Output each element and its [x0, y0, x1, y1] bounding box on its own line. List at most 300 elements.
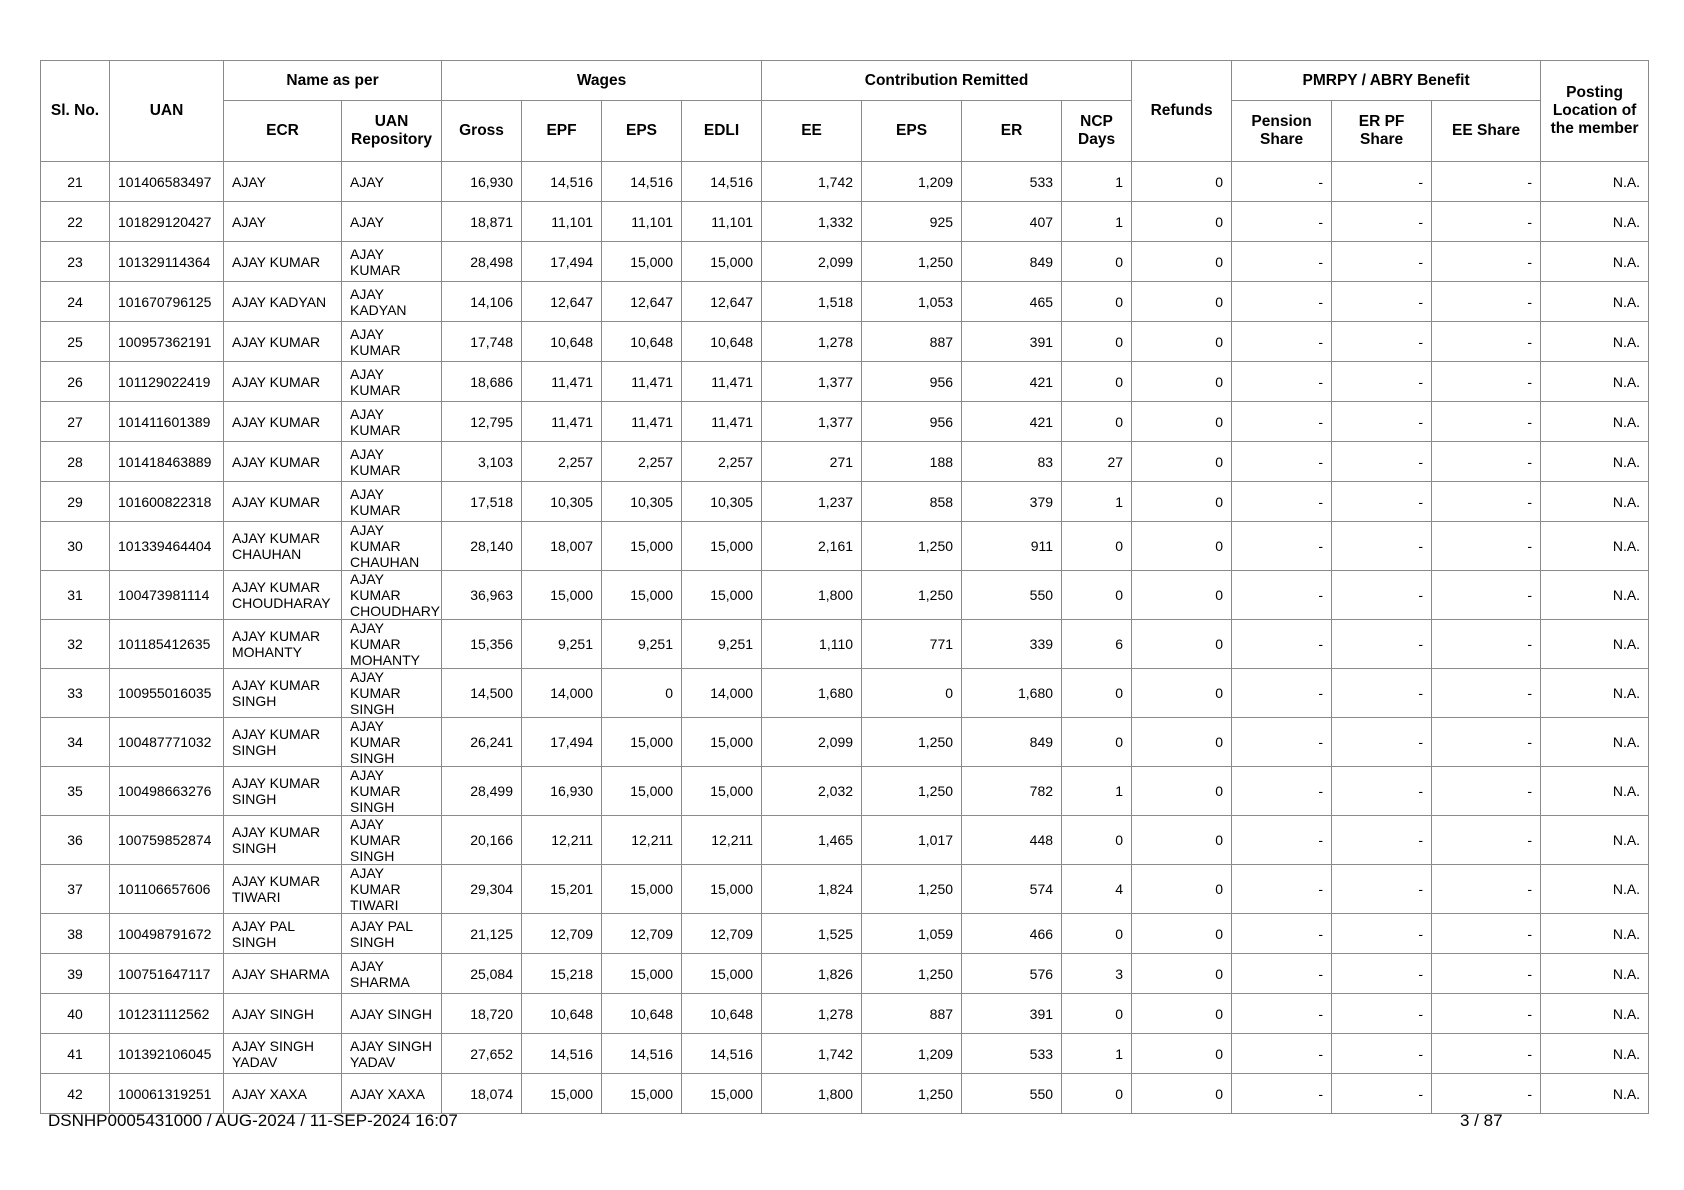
header-contribution-eps: EPS: [862, 101, 962, 162]
cell-name-uan-repository: AJAY KUMAR SINGH: [342, 767, 442, 816]
cell-er-pf-share: -: [1332, 322, 1432, 362]
header-contribution-remitted: Contribution Remitted: [762, 61, 1132, 101]
cell-er-contribution: 448: [962, 816, 1062, 865]
cell-eps-wages: 15,000: [602, 242, 682, 282]
cell-eps-contribution: 1,250: [862, 718, 962, 767]
cell-ee-share: -: [1432, 571, 1541, 620]
cell-ee-contribution: 1,278: [762, 994, 862, 1034]
cell-edli-wages: 15,000: [682, 242, 762, 282]
cell-pension-share: -: [1232, 442, 1332, 482]
cell-er-contribution: 466: [962, 914, 1062, 954]
cell-name-ecr: AJAY SHARMA: [224, 954, 342, 994]
table-row: [41, 282, 1649, 322]
cell-edli-wages: 10,648: [682, 322, 762, 362]
cell-sl-no: 31: [41, 571, 110, 620]
cell-ncp-days: 0: [1062, 994, 1132, 1034]
cell-sl-no: 21: [41, 162, 110, 202]
cell-edli-wages: 15,000: [682, 767, 762, 816]
cell-gross-wages: 17,748: [442, 322, 522, 362]
cell-edli-wages: 14,516: [682, 1034, 762, 1074]
cell-name-ecr: AJAY KUMAR SINGH: [224, 669, 342, 718]
cell-pension-share: -: [1232, 322, 1332, 362]
cell-ncp-days: 0: [1062, 522, 1132, 571]
table-header: [41, 61, 1649, 162]
cell-posting-location: N.A.: [1541, 322, 1649, 362]
cell-eps-wages: 11,471: [602, 402, 682, 442]
cell-ee-contribution: 1,742: [762, 162, 862, 202]
cell-refunds: 0: [1132, 767, 1232, 816]
cell-name-uan-repository: AJAY KUMAR SINGH: [342, 718, 442, 767]
cell-epf-wages: 15,201: [522, 865, 602, 914]
cell-epf-wages: 15,218: [522, 954, 602, 994]
cell-posting-location: N.A.: [1541, 442, 1649, 482]
header-er: ER: [962, 101, 1062, 162]
cell-epf-wages: 14,000: [522, 669, 602, 718]
cell-refunds: 0: [1132, 522, 1232, 571]
cell-er-contribution: 849: [962, 242, 1062, 282]
cell-ee-share: -: [1432, 242, 1541, 282]
cell-eps-wages: 15,000: [602, 954, 682, 994]
cell-ncp-days: 0: [1062, 242, 1132, 282]
cell-er-contribution: 550: [962, 1074, 1062, 1114]
table-row: [41, 442, 1649, 482]
cell-eps-contribution: 1,209: [862, 1034, 962, 1074]
page-number: 3 / 87: [1460, 1111, 1503, 1130]
table-row: [41, 669, 1649, 718]
header-eps: EPS: [602, 101, 682, 162]
cell-sl-no: 26: [41, 362, 110, 402]
cell-posting-location: N.A.: [1541, 669, 1649, 718]
cell-ncp-days: 27: [1062, 442, 1132, 482]
cell-refunds: 0: [1132, 914, 1232, 954]
cell-ee-share: -: [1432, 620, 1541, 669]
cell-name-uan-repository: AJAY XAXA: [342, 1074, 442, 1114]
cell-posting-location: N.A.: [1541, 522, 1649, 571]
cell-ee-share: -: [1432, 1034, 1541, 1074]
cell-gross-wages: 21,125: [442, 914, 522, 954]
cell-er-contribution: 391: [962, 994, 1062, 1034]
cell-er-pf-share: -: [1332, 242, 1432, 282]
cell-eps-wages: 10,648: [602, 322, 682, 362]
cell-refunds: 0: [1132, 865, 1232, 914]
cell-edli-wages: 12,211: [682, 816, 762, 865]
cell-eps-contribution: 1,250: [862, 767, 962, 816]
cell-posting-location: N.A.: [1541, 1074, 1649, 1114]
cell-epf-wages: 12,211: [522, 816, 602, 865]
cell-refunds: 0: [1132, 1074, 1232, 1114]
header-ee: EE: [762, 101, 862, 162]
cell-refunds: 0: [1132, 402, 1232, 442]
cell-name-uan-repository: AJAY KUMAR SINGH: [342, 816, 442, 865]
cell-er-pf-share: -: [1332, 282, 1432, 322]
header-posting-location: Posting Location of the member: [1541, 61, 1649, 162]
cell-pension-share: -: [1232, 1034, 1332, 1074]
cell-ee-contribution: 2,099: [762, 718, 862, 767]
cell-refunds: 0: [1132, 242, 1232, 282]
table-row: [41, 954, 1649, 994]
cell-er-contribution: 849: [962, 718, 1062, 767]
cell-epf-wages: 14,516: [522, 162, 602, 202]
cell-ee-share: -: [1432, 954, 1541, 994]
cell-eps-contribution: 0: [862, 669, 962, 718]
cell-refunds: 0: [1132, 571, 1232, 620]
cell-eps-contribution: 1,017: [862, 816, 962, 865]
cell-pension-share: -: [1232, 1074, 1332, 1114]
cell-ncp-days: 1: [1062, 162, 1132, 202]
cell-gross-wages: 12,795: [442, 402, 522, 442]
cell-uan: 101411601389: [110, 402, 224, 442]
cell-uan: 100957362191: [110, 322, 224, 362]
cell-ncp-days: 1: [1062, 1034, 1132, 1074]
cell-ee-share: -: [1432, 1074, 1541, 1114]
cell-gross-wages: 28,140: [442, 522, 522, 571]
cell-pension-share: -: [1232, 669, 1332, 718]
cell-epf-wages: 18,007: [522, 522, 602, 571]
cell-eps-wages: 15,000: [602, 865, 682, 914]
table-row: [41, 865, 1649, 914]
cell-refunds: 0: [1132, 162, 1232, 202]
cell-er-contribution: 421: [962, 402, 1062, 442]
cell-eps-wages: 10,648: [602, 994, 682, 1034]
cell-uan: 101185412635: [110, 620, 224, 669]
cell-edli-wages: 15,000: [682, 865, 762, 914]
cell-ncp-days: 3: [1062, 954, 1132, 994]
cell-epf-wages: 10,305: [522, 482, 602, 522]
cell-name-ecr: AJAY PAL SINGH: [224, 914, 342, 954]
cell-posting-location: N.A.: [1541, 620, 1649, 669]
table-row: [41, 994, 1649, 1034]
cell-eps-contribution: 1,250: [862, 865, 962, 914]
cell-refunds: 0: [1132, 718, 1232, 767]
cell-name-uan-repository: AJAY KUMAR: [342, 402, 442, 442]
cell-pension-share: -: [1232, 718, 1332, 767]
cell-gross-wages: 20,166: [442, 816, 522, 865]
cell-refunds: 0: [1132, 362, 1232, 402]
cell-edli-wages: 11,101: [682, 202, 762, 242]
cell-eps-wages: 11,101: [602, 202, 682, 242]
table-row: [41, 1034, 1649, 1074]
cell-ee-share: -: [1432, 482, 1541, 522]
cell-posting-location: N.A.: [1541, 162, 1649, 202]
table-row: [41, 162, 1649, 202]
cell-er-pf-share: -: [1332, 718, 1432, 767]
cell-name-ecr: AJAY SINGH: [224, 994, 342, 1034]
cell-ee-share: -: [1432, 442, 1541, 482]
cell-er-contribution: 421: [962, 362, 1062, 402]
cell-ee-contribution: 1,332: [762, 202, 862, 242]
cell-pension-share: -: [1232, 571, 1332, 620]
cell-eps-wages: 15,000: [602, 718, 682, 767]
cell-ee-contribution: 1,824: [762, 865, 862, 914]
cell-refunds: 0: [1132, 202, 1232, 242]
cell-refunds: 0: [1132, 620, 1232, 669]
cell-ee-share: -: [1432, 914, 1541, 954]
cell-ee-share: -: [1432, 362, 1541, 402]
cell-refunds: 0: [1132, 816, 1232, 865]
cell-gross-wages: 14,106: [442, 282, 522, 322]
cell-uan: 100759852874: [110, 816, 224, 865]
cell-sl-no: 23: [41, 242, 110, 282]
cell-pension-share: -: [1232, 402, 1332, 442]
cell-gross-wages: 3,103: [442, 442, 522, 482]
cell-uan: 101106657606: [110, 865, 224, 914]
cell-pension-share: -: [1232, 362, 1332, 402]
cell-eps-contribution: 1,250: [862, 571, 962, 620]
cell-er-contribution: 1,680: [962, 669, 1062, 718]
cell-ee-share: -: [1432, 162, 1541, 202]
cell-gross-wages: 14,500: [442, 669, 522, 718]
cell-sl-no: 36: [41, 816, 110, 865]
cell-posting-location: N.A.: [1541, 482, 1649, 522]
cell-ee-contribution: 1,278: [762, 322, 862, 362]
cell-edli-wages: 9,251: [682, 620, 762, 669]
cell-name-uan-repository: AJAY KUMAR CHOUDHARY: [342, 571, 442, 620]
header-refunds: Refunds: [1132, 61, 1232, 162]
cell-posting-location: N.A.: [1541, 816, 1649, 865]
cell-uan: 101129022419: [110, 362, 224, 402]
cell-posting-location: N.A.: [1541, 767, 1649, 816]
cell-eps-contribution: 925: [862, 202, 962, 242]
cell-ncp-days: 6: [1062, 620, 1132, 669]
cell-name-uan-repository: AJAY SHARMA: [342, 954, 442, 994]
cell-edli-wages: 15,000: [682, 1074, 762, 1114]
cell-ncp-days: 0: [1062, 402, 1132, 442]
cell-er-pf-share: -: [1332, 1074, 1432, 1114]
cell-ncp-days: 1: [1062, 202, 1132, 242]
ecr-contribution-table: [40, 60, 1649, 1114]
cell-pension-share: -: [1232, 865, 1332, 914]
cell-ncp-days: 1: [1062, 482, 1132, 522]
cell-sl-no: 37: [41, 865, 110, 914]
cell-epf-wages: 2,257: [522, 442, 602, 482]
cell-ee-share: -: [1432, 669, 1541, 718]
cell-name-uan-repository: AJAY SINGH YADAV: [342, 1034, 442, 1074]
cell-er-pf-share: -: [1332, 914, 1432, 954]
cell-eps-wages: 2,257: [602, 442, 682, 482]
cell-name-ecr: AJAY KUMAR SINGH: [224, 718, 342, 767]
cell-eps-wages: 0: [602, 669, 682, 718]
cell-gross-wages: 28,499: [442, 767, 522, 816]
cell-eps-contribution: 1,250: [862, 522, 962, 571]
cell-ee-share: -: [1432, 282, 1541, 322]
table-row: [41, 620, 1649, 669]
cell-posting-location: N.A.: [1541, 202, 1649, 242]
cell-pension-share: -: [1232, 994, 1332, 1034]
cell-eps-contribution: 1,209: [862, 162, 962, 202]
cell-gross-wages: 25,084: [442, 954, 522, 994]
table-row: [41, 242, 1649, 282]
cell-ee-contribution: 271: [762, 442, 862, 482]
cell-edli-wages: 11,471: [682, 362, 762, 402]
cell-name-uan-repository: AJAY KUMAR TIWARI: [342, 865, 442, 914]
cell-edli-wages: 12,709: [682, 914, 762, 954]
cell-refunds: 0: [1132, 442, 1232, 482]
cell-edli-wages: 11,471: [682, 402, 762, 442]
cell-sl-no: 29: [41, 482, 110, 522]
cell-ncp-days: 0: [1062, 816, 1132, 865]
cell-er-pf-share: -: [1332, 954, 1432, 994]
cell-er-pf-share: -: [1332, 620, 1432, 669]
cell-name-ecr: AJAY XAXA: [224, 1074, 342, 1114]
cell-er-pf-share: -: [1332, 767, 1432, 816]
table-row: [41, 914, 1649, 954]
cell-eps-wages: 14,516: [602, 1034, 682, 1074]
cell-eps-contribution: 887: [862, 994, 962, 1034]
cell-eps-contribution: 956: [862, 402, 962, 442]
cell-er-contribution: 533: [962, 162, 1062, 202]
cell-ncp-days: 0: [1062, 322, 1132, 362]
cell-eps-wages: 15,000: [602, 571, 682, 620]
header-pmrpy-abry-benefit: PMRPY / ABRY Benefit: [1232, 61, 1541, 101]
cell-er-pf-share: -: [1332, 669, 1432, 718]
cell-ee-share: -: [1432, 718, 1541, 767]
cell-edli-wages: 15,000: [682, 571, 762, 620]
cell-name-ecr: AJAY: [224, 162, 342, 202]
cell-name-uan-repository: AJAY KUMAR: [342, 362, 442, 402]
cell-ee-share: -: [1432, 767, 1541, 816]
header-edli: EDLI: [682, 101, 762, 162]
cell-ee-share: -: [1432, 865, 1541, 914]
cell-gross-wages: 18,686: [442, 362, 522, 402]
cell-er-contribution: 339: [962, 620, 1062, 669]
cell-edli-wages: 15,000: [682, 522, 762, 571]
cell-name-uan-repository: AJAY KUMAR: [342, 242, 442, 282]
cell-ncp-days: 0: [1062, 362, 1132, 402]
cell-gross-wages: 18,074: [442, 1074, 522, 1114]
cell-epf-wages: 10,648: [522, 994, 602, 1034]
cell-ee-contribution: 2,161: [762, 522, 862, 571]
cell-er-contribution: 533: [962, 1034, 1062, 1074]
cell-epf-wages: 12,647: [522, 282, 602, 322]
cell-epf-wages: 11,471: [522, 362, 602, 402]
cell-ncp-days: 0: [1062, 1074, 1132, 1114]
cell-uan: 101670796125: [110, 282, 224, 322]
cell-name-ecr: AJAY KUMAR: [224, 362, 342, 402]
cell-er-pf-share: -: [1332, 1034, 1432, 1074]
header-pension-share: Pension Share: [1232, 101, 1332, 162]
cell-uan: 100955016035: [110, 669, 224, 718]
cell-gross-wages: 26,241: [442, 718, 522, 767]
cell-uan: 100498791672: [110, 914, 224, 954]
cell-er-pf-share: -: [1332, 162, 1432, 202]
cell-name-ecr: AJAY KADYAN: [224, 282, 342, 322]
cell-uan: 100751647117: [110, 954, 224, 994]
cell-ee-contribution: 1,518: [762, 282, 862, 322]
cell-name-uan-repository: AJAY KUMAR: [342, 322, 442, 362]
cell-ee-share: -: [1432, 522, 1541, 571]
header-ee-share: EE Share: [1432, 101, 1541, 162]
footer-reference: DSNHP0005431000 / AUG-2024 / 11-SEP-2024 16:07: [48, 1111, 458, 1130]
cell-pension-share: -: [1232, 914, 1332, 954]
cell-posting-location: N.A.: [1541, 718, 1649, 767]
cell-edli-wages: 2,257: [682, 442, 762, 482]
cell-eps-contribution: 1,250: [862, 954, 962, 994]
cell-gross-wages: 27,652: [442, 1034, 522, 1074]
cell-ncp-days: 0: [1062, 571, 1132, 620]
cell-epf-wages: 15,000: [522, 571, 602, 620]
cell-eps-wages: 12,647: [602, 282, 682, 322]
cell-sl-no: 34: [41, 718, 110, 767]
cell-refunds: 0: [1132, 669, 1232, 718]
cell-ee-contribution: 1,680: [762, 669, 862, 718]
table-row: [41, 482, 1649, 522]
cell-uan: 101392106045: [110, 1034, 224, 1074]
cell-ee-share: -: [1432, 322, 1541, 362]
cell-name-ecr: AJAY KUMAR SINGH: [224, 767, 342, 816]
cell-epf-wages: 9,251: [522, 620, 602, 669]
cell-uan: 101600822318: [110, 482, 224, 522]
cell-name-ecr: AJAY KUMAR CHAUHAN: [224, 522, 342, 571]
cell-sl-no: 25: [41, 322, 110, 362]
cell-posting-location: N.A.: [1541, 914, 1649, 954]
cell-sl-no: 39: [41, 954, 110, 994]
cell-uan: 101329114364: [110, 242, 224, 282]
cell-posting-location: N.A.: [1541, 402, 1649, 442]
cell-name-uan-repository: AJAY KUMAR MOHANTY: [342, 620, 442, 669]
cell-name-uan-repository: AJAY KADYAN: [342, 282, 442, 322]
cell-pension-share: -: [1232, 522, 1332, 571]
cell-er-contribution: 576: [962, 954, 1062, 994]
cell-gross-wages: 28,498: [442, 242, 522, 282]
cell-posting-location: N.A.: [1541, 362, 1649, 402]
cell-uan: 100473981114: [110, 571, 224, 620]
cell-name-ecr: AJAY KUMAR: [224, 482, 342, 522]
cell-eps-wages: 9,251: [602, 620, 682, 669]
cell-er-pf-share: -: [1332, 402, 1432, 442]
cell-er-contribution: 407: [962, 202, 1062, 242]
cell-uan: 101418463889: [110, 442, 224, 482]
cell-gross-wages: 36,963: [442, 571, 522, 620]
cell-epf-wages: 12,709: [522, 914, 602, 954]
cell-gross-wages: 17,518: [442, 482, 522, 522]
cell-eps-contribution: 858: [862, 482, 962, 522]
cell-uan: 100487771032: [110, 718, 224, 767]
cell-pension-share: -: [1232, 816, 1332, 865]
cell-posting-location: N.A.: [1541, 865, 1649, 914]
cell-name-ecr: AJAY KUMAR: [224, 242, 342, 282]
table-row: [41, 1074, 1649, 1114]
cell-sl-no: 32: [41, 620, 110, 669]
cell-eps-contribution: 887: [862, 322, 962, 362]
header-epf: EPF: [522, 101, 602, 162]
cell-name-ecr: AJAY KUMAR: [224, 322, 342, 362]
cell-posting-location: N.A.: [1541, 994, 1649, 1034]
cell-epf-wages: 17,494: [522, 718, 602, 767]
cell-uan: 101406583497: [110, 162, 224, 202]
cell-er-pf-share: -: [1332, 202, 1432, 242]
cell-sl-no: 27: [41, 402, 110, 442]
table-row: [41, 571, 1649, 620]
cell-posting-location: N.A.: [1541, 954, 1649, 994]
cell-epf-wages: 14,516: [522, 1034, 602, 1074]
cell-er-pf-share: -: [1332, 442, 1432, 482]
header-ecr: ECR: [224, 101, 342, 162]
cell-name-ecr: AJAY KUMAR: [224, 402, 342, 442]
cell-er-contribution: 391: [962, 322, 1062, 362]
cell-eps-contribution: 1,250: [862, 1074, 962, 1114]
cell-er-contribution: 911: [962, 522, 1062, 571]
cell-sl-no: 38: [41, 914, 110, 954]
cell-refunds: 0: [1132, 282, 1232, 322]
table-row: [41, 718, 1649, 767]
cell-ncp-days: 0: [1062, 282, 1132, 322]
cell-er-contribution: 782: [962, 767, 1062, 816]
cell-refunds: 0: [1132, 954, 1232, 994]
cell-er-contribution: 465: [962, 282, 1062, 322]
cell-ee-contribution: 2,099: [762, 242, 862, 282]
cell-ee-contribution: 1,525: [762, 914, 862, 954]
cell-ee-contribution: 1,377: [762, 402, 862, 442]
